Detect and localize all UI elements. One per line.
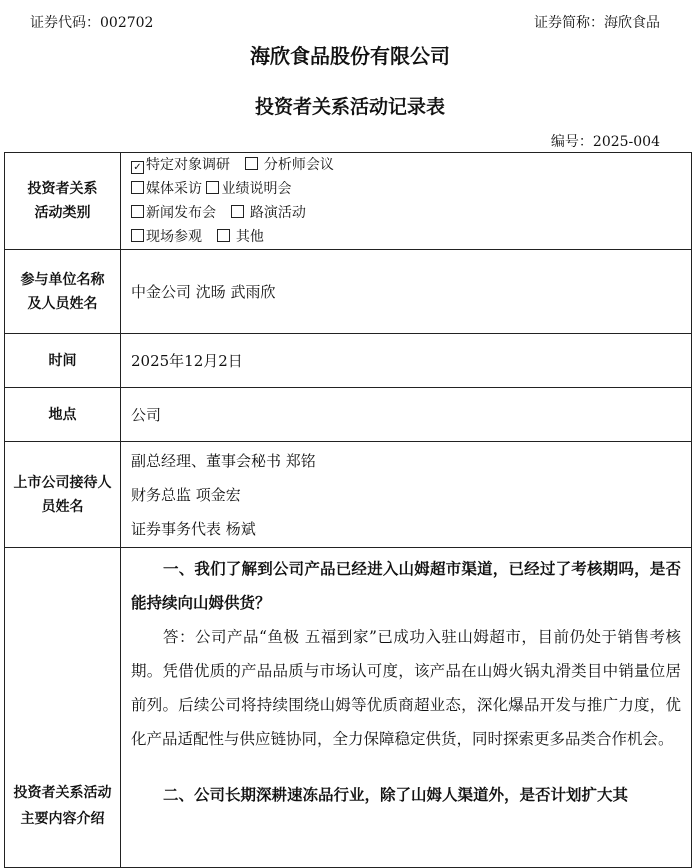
checkbox-icon bbox=[131, 205, 144, 218]
checkbox-media-interview[interactable]: 媒体采访 bbox=[131, 181, 202, 197]
receptionists-row bbox=[5, 442, 692, 548]
document-title: 投资者关系活动记录表 bbox=[254, 96, 445, 118]
participants-row bbox=[5, 250, 692, 334]
activity-label: 投资者关系活动类别 bbox=[5, 153, 121, 250]
receptionist-3: 证券事务代表 杨斌 bbox=[131, 519, 256, 538]
time-value: 2025年12月2日 bbox=[121, 334, 692, 388]
participants-label: 参与单位名称及人员姓名 bbox=[5, 250, 121, 334]
receptionist-2: 财务总监 项金宏 bbox=[131, 485, 241, 504]
location-label: 地点 bbox=[5, 388, 121, 442]
checkbox-icon bbox=[206, 181, 219, 194]
content-row bbox=[5, 548, 692, 868]
stock-code: 证券代码：002702 bbox=[30, 15, 154, 31]
checkbox-earnings-call[interactable]: 业绩说明会 bbox=[206, 181, 291, 197]
question-1: 一、我们了解到公司产品已经进入山姆超市渠道，已经过了考核期吗，是否能持续向山姆供货？ bbox=[131, 560, 681, 612]
document-number: 编号：2025-004 bbox=[550, 134, 660, 150]
time-row bbox=[5, 334, 692, 388]
receptionist-1: 副总经理、董事会秘书 郑铭 bbox=[131, 451, 316, 470]
checkbox-analyst-meeting[interactable]: 分析师会议 bbox=[245, 157, 334, 173]
content-label: 投资者关系活动主要内容介绍 bbox=[5, 548, 121, 868]
checkbox-icon bbox=[131, 229, 144, 242]
stock-abbreviation: 证券简称：海欣食品 bbox=[534, 15, 660, 31]
location-value: 公司 bbox=[121, 388, 692, 442]
checkbox-icon bbox=[217, 229, 230, 242]
participants-value: 中金公司 沈旸 武雨欣 bbox=[121, 250, 692, 334]
question-2: 二、公司长期深耕速冻品行业，除了山姆人渠道外，是否计划扩大其 bbox=[163, 786, 629, 804]
checkbox-roadshow[interactable]: 路演活动 bbox=[231, 205, 306, 221]
activity-options bbox=[121, 153, 692, 250]
checkbox-site-visit[interactable]: 现场参观 bbox=[131, 229, 202, 245]
receptionists-list bbox=[121, 442, 692, 548]
answer-1: 答：公司产品“鱼极 五福到家”已成功入驻山姆超市，目前仍处于销售考核期。凭借优质的产品品质与市场认可度，该产品在山姆火锅丸滑类目中销量位居前列。后续公司将持续围绕山姆等优质商超业态，深化爆品开发与推广力度，优化产品适配性与供应链协同，全力保障稳定供货，同时探索更多品类合作机会。 bbox=[131, 628, 681, 748]
time-label: 时间 bbox=[5, 334, 121, 388]
content-body bbox=[121, 548, 692, 868]
receptionists-label: 上市公司接待人员姓名 bbox=[5, 442, 121, 548]
record-table bbox=[4, 152, 692, 868]
checkbox-icon bbox=[245, 157, 258, 170]
checkbox-icon bbox=[231, 205, 244, 218]
checkbox-other[interactable]: 其他 bbox=[217, 229, 264, 245]
checkbox-special-research[interactable]: ✓ 特定对象调研 bbox=[131, 157, 230, 173]
checkbox-icon: ✓ bbox=[131, 161, 144, 174]
company-title: 海欣食品股份有限公司 bbox=[250, 44, 450, 68]
activity-row bbox=[5, 153, 692, 250]
checkbox-icon bbox=[131, 181, 144, 194]
location-row bbox=[5, 388, 692, 442]
checkbox-press-conference[interactable]: 新闻发布会 bbox=[131, 205, 216, 221]
